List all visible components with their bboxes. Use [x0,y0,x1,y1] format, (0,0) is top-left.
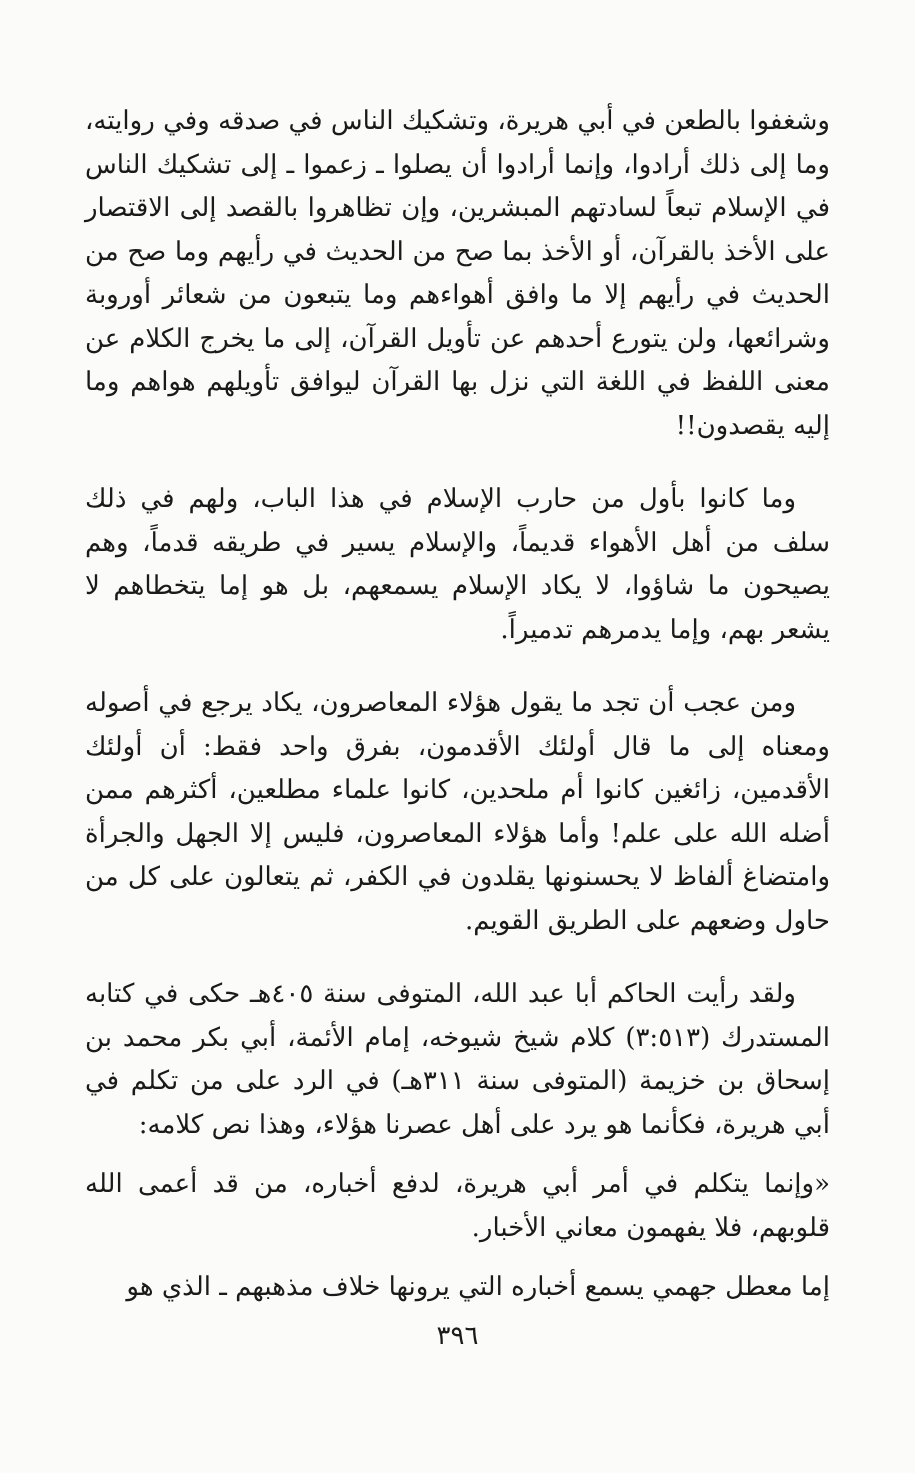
body-text [85,100,830,1310]
paragraph-6: إما معطل جهمي يسمع أخباره التي يرونها خلاف مذهبهم ـ الذي هو [126,1272,830,1302]
paragraph-4: ولقد رأيت الحاكم أبا عبد الله، المتوفى سنة ٤٠٥هـ حكى في كتابه المستدرك (٣:٥١٣) كلام شيخ شيوخه، إمام الأئمة، أبي بكر محمد بن إسحاق بن خزيمة (المتوفى سنة ٣١١هـ) في الرد على من تكلم في أبي هريرة، فكأنما هو يرد على أهل عصرنا هؤلاء، وهذا نص كلامه: [85,979,830,1140]
paragraph-1: وشغفوا بالطعن في أبي هريرة، وتشكيك الناس في صدقه وفي روايته، وما إلى ذلك أرادوا، وإنما أرادوا أن يصلوا ـ زعموا ـ إلى تشكيك الناس في الإسلام تبعاً لسادتهم المبشرين، وإن تظاهروا بالقصد إلى الاقتصار على الأخذ بالقرآن، أو الأخذ بما صح من الحديث في رأيهم وما صح من الحديث في رأيهم إلا ما وافق أهواءهم وما يتبعون من شعائر أوروبة وشرائعها، ولن يتورع أحدهم عن تأويل القرآن، إلى ما يخرج الكلام عن معنى اللفظ في اللغة التي نزل بها القرآن ليوافق تأويلهم هواهم وما إليه يقصدون!! [85,106,831,441]
page-number: ٣٩٦ [436,1321,479,1351]
paragraph-2: وما كانوا بأول من حارب الإسلام في هذا الباب، ولهم في ذلك سلف من أهل الأهواء قديماً، والإسلام يسير في طريقه قدماً، وهم يصيحون ما شاؤوا، لا يكاد الإسلام يسمعهم، بل هو إما يتخطاهم لا يشعر بهم، وإما يدمرهم تدميراً. [85,484,830,645]
quote-paragraph: «وإنما يتكلم في أمر أبي هريرة، لدفع أخباره، من قد أعمى الله قلوبهم، فلا يفهمون معاني الأخبار. [85,1169,830,1243]
paragraph-3: ومن عجب أن تجد ما يقول هؤلاء المعاصرون، يكاد يرجع في أصوله ومعناه إلى ما قال أولئك الأقدمون، بفرق واحد فقط: أن أولئك الأقدمين، زائغين كانوا أم ملحدين، كانوا علماء مطلعين، أكثرهم ممن أضله الله على علم! وأما هؤلاء المعاصرون، فليس إلا الجهل والجرأة وامتضاغ ألفاظ لا يحسنونها يقلدون في الكفر، ثم يتعالون على كل من حاول وضعهم على الطريق القويم. [85,688,830,936]
